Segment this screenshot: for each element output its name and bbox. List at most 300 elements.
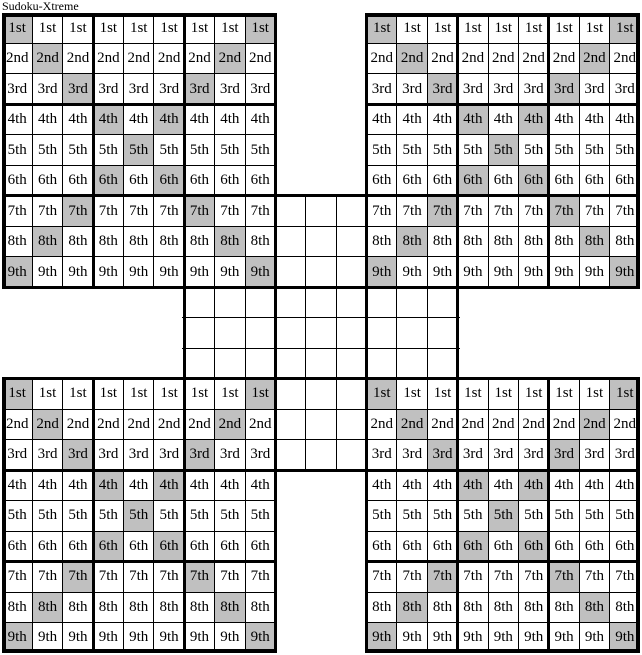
cell-bottom-right-r6c7: 6th: [549, 531, 579, 561]
cell-bottom-left-r5c4: 5th: [93, 501, 123, 531]
cell-top-right-r5c6: 5th: [518, 135, 548, 165]
cell-bottom-right-r2c8: 2nd: [579, 409, 609, 439]
cell-bottom-right-r7c9: 7th: [610, 562, 640, 592]
cell-top-left-r3c7: 3rd: [184, 74, 214, 104]
cell-top-right-r1c7: 1st: [549, 13, 579, 43]
grid-line-h-17-0: [2, 531, 277, 532]
puzzle-board: [2, 13, 640, 653]
cell-top-right-r6c6: 6th: [518, 165, 548, 195]
cell-bottom-right-r8c8: 8th: [579, 592, 609, 622]
grid-line-h-19-1: [365, 592, 640, 593]
cell-top-right-r4c2: 4th: [397, 104, 427, 134]
cell-bottom-left-r4c5: 4th: [124, 470, 154, 500]
cell-bottom-left-r6c8: 6th: [215, 531, 245, 561]
cell-top-right-r7c7: 7th: [549, 196, 579, 226]
cell-bottom-right-r8c4: 8th: [458, 592, 488, 622]
grid-line-h-5-0: [2, 165, 277, 166]
cell-top-middle-r3c1: [275, 257, 305, 287]
cell-top-left-r4c1: 4th: [2, 104, 32, 134]
cell-top-left-r1c9: 1st: [245, 13, 275, 43]
cell-middle-right-r2c2: [397, 318, 427, 348]
cell-bottom-right-r1c2: 1st: [397, 379, 427, 409]
grid-line-v-1-0: [32, 13, 33, 289]
grid-line-v-10-0: [305, 194, 306, 472]
cell-bottom-left-r2c7: 2nd: [184, 409, 214, 439]
cell-bottom-right-r9c3: 9th: [427, 623, 457, 653]
grid-line-h-13-0: [2, 409, 640, 410]
cell-top-right-r5c5: 5th: [488, 135, 518, 165]
cell-top-right-r7c5: 7th: [488, 196, 518, 226]
cell-bottom-left-r2c6: 2nd: [154, 409, 184, 439]
cell-top-right-r2c9: 2nd: [610, 43, 640, 73]
cell-top-right-r6c1: 6th: [367, 165, 397, 195]
cell-bottom-left-r5c6: 5th: [154, 501, 184, 531]
cell-bottom-middle-r2c1: [275, 409, 305, 439]
cell-bottom-left-r9c2: 9th: [32, 623, 62, 653]
grid-line-v-3-0: [92, 13, 95, 289]
grid-line-v-3-1: [92, 377, 95, 653]
cell-bottom-left-r3c9: 3rd: [245, 440, 275, 470]
grid-line-h-16-0: [2, 500, 277, 501]
grid-line-h-17-1: [365, 531, 640, 532]
grid-line-v-8-0: [245, 13, 246, 653]
cell-bottom-left-r3c7: 3rd: [184, 440, 214, 470]
cell-bottom-middle-r3c3: [336, 440, 366, 470]
grid-line-h-18-1: [365, 560, 640, 563]
cell-top-left-r2c3: 2nd: [63, 43, 93, 73]
cell-bottom-right-r8c2: 8th: [397, 592, 427, 622]
cell-middle-right-r3c3: [427, 348, 457, 378]
cell-bottom-left-r4c8: 4th: [215, 470, 245, 500]
cell-bottom-left-r4c3: 4th: [63, 470, 93, 500]
cell-bottom-left-r2c2: 2nd: [32, 409, 62, 439]
cell-top-left-r9c3: 9th: [63, 257, 93, 287]
cell-bottom-right-r1c9: 1st: [610, 379, 640, 409]
cell-top-left-r2c7: 2nd: [184, 43, 214, 73]
cell-bottom-left-r6c1: 6th: [2, 531, 32, 561]
grid-line-v-16-1: [488, 377, 489, 653]
grid-line-h-1-0: [2, 43, 277, 44]
cell-top-right-r3c4: 3rd: [458, 74, 488, 104]
cell-bottom-right-r5c8: 5th: [579, 501, 609, 531]
cell-bottom-left-r8c6: 8th: [154, 592, 184, 622]
cell-top-right-r3c5: 3rd: [488, 74, 518, 104]
grid-line-h-6-0: [2, 194, 640, 197]
cell-top-left-r2c4: 2nd: [93, 43, 123, 73]
cell-top-right-r5c8: 5th: [579, 135, 609, 165]
grid-line-v-7-0: [214, 13, 215, 653]
cell-bottom-right-r2c5: 2nd: [488, 409, 518, 439]
cell-center-r3c2: [306, 348, 336, 378]
cell-top-right-r1c4: 1st: [458, 13, 488, 43]
cell-bottom-left-r6c5: 6th: [124, 531, 154, 561]
cell-bottom-right-r1c3: 1st: [427, 379, 457, 409]
cell-bottom-left-r2c9: 2nd: [245, 409, 275, 439]
grid-line-h-19-0: [2, 592, 277, 593]
cell-bottom-left-r9c9: 9th: [245, 623, 275, 653]
cell-bottom-left-r5c9: 5th: [245, 501, 275, 531]
cell-top-left-r8c8: 8th: [215, 226, 245, 256]
cell-bottom-right-r7c5: 7th: [488, 562, 518, 592]
cell-bottom-left-r1c2: 1st: [32, 379, 62, 409]
cell-top-left-r7c3: 7th: [63, 196, 93, 226]
cell-top-left-r7c4: 7th: [93, 196, 123, 226]
cell-top-left-r5c2: 5th: [32, 135, 62, 165]
cell-top-left-r4c4: 4th: [93, 104, 123, 134]
cell-top-right-r7c3: 7th: [427, 196, 457, 226]
cell-bottom-left-r5c5: 5th: [124, 501, 154, 531]
cell-top-right-r1c9: 1st: [610, 13, 640, 43]
cell-bottom-left-r5c1: 5th: [2, 501, 32, 531]
cell-top-middle-r3c2: [306, 257, 336, 287]
cell-top-middle-r1c3: [336, 196, 366, 226]
grid-line-h-3-1: [365, 103, 640, 106]
cell-top-right-r3c2: 3rd: [397, 74, 427, 104]
cell-bottom-left-r3c4: 3rd: [93, 440, 123, 470]
cell-top-right-r1c8: 1st: [579, 13, 609, 43]
grid-line-h-20-0: [2, 622, 277, 623]
cell-top-left-r3c1: 3rd: [2, 74, 32, 104]
cell-bottom-left-r5c3: 5th: [63, 501, 93, 531]
grid-line-v-12-0: [365, 13, 368, 653]
cell-bottom-left-r7c7: 7th: [184, 562, 214, 592]
cell-bottom-right-r6c1: 6th: [367, 531, 397, 561]
cell-top-left-r3c3: 3rd: [63, 74, 93, 104]
cell-top-right-r3c6: 3rd: [518, 74, 548, 104]
cell-top-left-r5c4: 5th: [93, 135, 123, 165]
cell-top-right-r2c8: 2nd: [579, 43, 609, 73]
grid-line-v-5-0: [153, 13, 154, 289]
cell-middle-right-r2c3: [427, 318, 457, 348]
cell-top-left-r8c5: 8th: [124, 226, 154, 256]
cell-top-left-r7c1: 7th: [2, 196, 32, 226]
cell-middle-right-r3c2: [397, 348, 427, 378]
cell-top-middle-r1c1: [275, 196, 305, 226]
cell-top-left-r4c9: 4th: [245, 104, 275, 134]
cell-bottom-right-r3c3: 3rd: [427, 440, 457, 470]
cell-top-left-r5c8: 5th: [215, 135, 245, 165]
grid-line-v-9-0: [274, 13, 277, 653]
cell-bottom-left-r6c9: 6th: [245, 531, 275, 561]
cell-top-right-r5c1: 5th: [367, 135, 397, 165]
cell-top-left-r9c5: 9th: [124, 257, 154, 287]
grid-line-h-21-1: [365, 649, 640, 653]
grid-line-v-2-0: [62, 13, 63, 289]
cell-top-left-r7c6: 7th: [154, 196, 184, 226]
cell-bottom-right-r4c6: 4th: [518, 470, 548, 500]
cell-bottom-right-r4c7: 4th: [549, 470, 579, 500]
cell-top-left-r7c2: 7th: [32, 196, 62, 226]
cell-bottom-left-r6c7: 6th: [184, 531, 214, 561]
cell-top-left-r9c2: 9th: [32, 257, 62, 287]
grid-line-h-14-0: [2, 439, 640, 440]
cell-center-r2c1: [275, 318, 305, 348]
cell-center-r2c3: [336, 318, 366, 348]
cell-top-right-r2c4: 2nd: [458, 43, 488, 73]
grid-line-v-21-1: [636, 377, 640, 653]
cell-top-right-r8c5: 8th: [488, 226, 518, 256]
cell-top-right-r5c9: 5th: [610, 135, 640, 165]
cell-top-right-r7c4: 7th: [458, 196, 488, 226]
grid-line-h-2-0: [2, 73, 277, 74]
cell-bottom-right-r4c5: 4th: [488, 470, 518, 500]
cell-bottom-right-r3c1: 3rd: [367, 440, 397, 470]
cell-top-left-r5c9: 5th: [245, 135, 275, 165]
cell-bottom-left-r4c7: 4th: [184, 470, 214, 500]
grid-line-h-4-1: [365, 134, 640, 135]
cell-top-right-r4c5: 4th: [488, 104, 518, 134]
cell-top-right-r2c7: 2nd: [549, 43, 579, 73]
cell-middle-left-r2c1: [184, 318, 214, 348]
grid-line-h-11-0: [182, 348, 459, 349]
cell-bottom-right-r8c6: 8th: [518, 592, 548, 622]
grid-line-v-20-0: [609, 13, 610, 289]
cell-bottom-right-r1c5: 1st: [488, 379, 518, 409]
cell-top-left-r6c6: 6th: [154, 165, 184, 195]
cell-bottom-left-r1c5: 1st: [124, 379, 154, 409]
cell-bottom-right-r6c9: 6th: [610, 531, 640, 561]
cell-bottom-right-r7c6: 7th: [518, 562, 548, 592]
cell-bottom-left-r7c1: 7th: [2, 562, 32, 592]
cell-middle-left-r1c3: [245, 287, 275, 317]
cell-top-right-r6c9: 6th: [610, 165, 640, 195]
cell-top-right-r2c6: 2nd: [518, 43, 548, 73]
cell-center-r3c1: [275, 348, 305, 378]
cell-top-right-r6c5: 6th: [488, 165, 518, 195]
cell-top-right-r5c3: 5th: [427, 135, 457, 165]
cell-bottom-left-r6c4: 6th: [93, 531, 123, 561]
cell-top-right-r4c6: 4th: [518, 104, 548, 134]
cell-bottom-left-r1c4: 1st: [93, 379, 123, 409]
cell-top-left-r6c1: 6th: [2, 165, 32, 195]
cell-top-left-r2c1: 2nd: [2, 43, 32, 73]
cell-top-middle-r2c1: [275, 226, 305, 256]
cell-bottom-right-r3c4: 3rd: [458, 440, 488, 470]
cell-bottom-right-r9c6: 9th: [518, 623, 548, 653]
cell-top-right-r9c2: 9th: [397, 257, 427, 287]
grid-line-h-10-0: [182, 317, 459, 318]
cell-top-right-r8c7: 8th: [549, 226, 579, 256]
cell-top-right-r8c3: 8th: [427, 226, 457, 256]
grid-line-h-15-0: [2, 469, 640, 472]
cell-bottom-left-r9c5: 9th: [124, 623, 154, 653]
cell-top-right-r4c1: 4th: [367, 104, 397, 134]
cell-bottom-right-r5c2: 5th: [397, 501, 427, 531]
grid-line-h-0-0: [2, 13, 277, 17]
cell-bottom-right-r3c8: 3rd: [579, 440, 609, 470]
cell-bottom-middle-r1c1: [275, 379, 305, 409]
cell-bottom-left-r1c6: 1st: [154, 379, 184, 409]
cell-top-left-r3c5: 3rd: [124, 74, 154, 104]
cell-top-right-r9c7: 9th: [549, 257, 579, 287]
cell-bottom-left-r2c3: 2nd: [63, 409, 93, 439]
cell-top-left-r5c7: 5th: [184, 135, 214, 165]
cell-top-right-r3c7: 3rd: [549, 74, 579, 104]
cell-bottom-right-r2c6: 2nd: [518, 409, 548, 439]
grid-line-h-2-1: [365, 73, 640, 74]
cell-top-left-r6c2: 6th: [32, 165, 62, 195]
cell-bottom-right-r8c7: 8th: [549, 592, 579, 622]
cell-middle-left-r2c2: [215, 318, 245, 348]
cell-bottom-right-r9c4: 9th: [458, 623, 488, 653]
cell-top-right-r2c1: 2nd: [367, 43, 397, 73]
grid-line-h-1-1: [365, 43, 640, 44]
cell-top-left-r4c3: 4th: [63, 104, 93, 134]
cell-top-left-r3c6: 3rd: [154, 74, 184, 104]
cell-bottom-right-r7c7: 7th: [549, 562, 579, 592]
cell-top-right-r7c8: 7th: [579, 196, 609, 226]
cell-bottom-left-r8c7: 8th: [184, 592, 214, 622]
cell-bottom-right-r7c3: 7th: [427, 562, 457, 592]
cell-top-right-r3c3: 3rd: [427, 74, 457, 104]
cell-top-left-r5c1: 5th: [2, 135, 32, 165]
cell-bottom-left-r3c8: 3rd: [215, 440, 245, 470]
grid-line-v-0-0: [2, 13, 6, 289]
cell-bottom-right-r9c1: 9th: [367, 623, 397, 653]
grid-line-h-12-0: [2, 377, 640, 380]
cell-bottom-right-r7c1: 7th: [367, 562, 397, 592]
cell-top-left-r8c6: 8th: [154, 226, 184, 256]
grid-line-v-5-1: [153, 377, 154, 653]
cell-bottom-right-r8c5: 8th: [488, 592, 518, 622]
cell-top-left-r7c8: 7th: [215, 196, 245, 226]
cell-top-left-r5c3: 5th: [63, 135, 93, 165]
cell-bottom-left-r8c9: 8th: [245, 592, 275, 622]
grid-line-v-4-1: [123, 377, 124, 653]
cell-top-left-r8c4: 8th: [93, 226, 123, 256]
cell-bottom-right-r4c8: 4th: [579, 470, 609, 500]
cell-bottom-left-r8c2: 8th: [32, 592, 62, 622]
grid-line-h-21-0: [2, 649, 277, 653]
cell-top-left-r3c8: 3rd: [215, 74, 245, 104]
cell-center-r2c2: [306, 318, 336, 348]
cell-top-left-r6c7: 6th: [184, 165, 214, 195]
cell-bottom-right-r5c1: 5th: [367, 501, 397, 531]
cell-top-right-r1c2: 1st: [397, 13, 427, 43]
cell-top-left-r9c9: 9th: [245, 257, 275, 287]
grid-line-v-17-1: [518, 377, 519, 653]
cell-bottom-right-r4c2: 4th: [397, 470, 427, 500]
cell-top-right-r6c2: 6th: [397, 165, 427, 195]
cell-bottom-right-r4c3: 4th: [427, 470, 457, 500]
cell-top-left-r2c6: 2nd: [154, 43, 184, 73]
cell-top-left-r9c1: 9th: [2, 257, 32, 287]
cell-top-left-r6c3: 6th: [63, 165, 93, 195]
cell-bottom-right-r3c6: 3rd: [518, 440, 548, 470]
cell-top-right-r7c9: 7th: [610, 196, 640, 226]
cell-top-right-r8c2: 8th: [397, 226, 427, 256]
cell-middle-left-r2c3: [245, 318, 275, 348]
cell-top-left-r2c8: 2nd: [215, 43, 245, 73]
cell-bottom-right-r5c5: 5th: [488, 501, 518, 531]
cell-top-right-r8c4: 8th: [458, 226, 488, 256]
cell-bottom-right-r2c9: 2nd: [610, 409, 640, 439]
cell-bottom-left-r6c3: 6th: [63, 531, 93, 561]
cell-middle-right-r2c1: [367, 318, 397, 348]
cell-top-left-r8c9: 8th: [245, 226, 275, 256]
cell-bottom-left-r8c8: 8th: [215, 592, 245, 622]
cell-top-left-r1c4: 1st: [93, 13, 123, 43]
cell-top-left-r8c1: 8th: [2, 226, 32, 256]
grid-line-v-14-0: [427, 13, 428, 653]
cell-top-left-r4c7: 4th: [184, 104, 214, 134]
cell-top-left-r2c5: 2nd: [124, 43, 154, 73]
cell-top-left-r6c9: 6th: [245, 165, 275, 195]
grid-line-v-13-0: [396, 13, 397, 653]
cell-top-right-r1c1: 1st: [367, 13, 397, 43]
cell-top-middle-r2c3: [336, 226, 366, 256]
cell-bottom-right-r8c9: 8th: [610, 592, 640, 622]
cell-bottom-left-r2c1: 2nd: [2, 409, 32, 439]
cell-top-left-r8c2: 8th: [32, 226, 62, 256]
grid-line-h-3-0: [2, 103, 277, 106]
cell-bottom-left-r8c4: 8th: [93, 592, 123, 622]
cell-top-right-r9c5: 9th: [488, 257, 518, 287]
cell-bottom-right-r2c1: 2nd: [367, 409, 397, 439]
cell-bottom-left-r5c7: 5th: [184, 501, 214, 531]
cell-top-right-r6c8: 6th: [579, 165, 609, 195]
cell-top-left-r9c8: 9th: [215, 257, 245, 287]
cell-bottom-right-r5c9: 5th: [610, 501, 640, 531]
cell-bottom-left-r3c1: 3rd: [2, 440, 32, 470]
cell-bottom-right-r2c3: 2nd: [427, 409, 457, 439]
cell-top-left-r1c2: 1st: [32, 13, 62, 43]
cell-top-right-r9c3: 9th: [427, 257, 457, 287]
grid-line-v-11-0: [336, 194, 337, 472]
cell-bottom-right-r6c4: 6th: [458, 531, 488, 561]
grid-line-v-6-0: [183, 13, 186, 653]
grid-line-h-16-1: [365, 500, 640, 501]
cell-bottom-right-r3c2: 3rd: [397, 440, 427, 470]
grid-line-v-15-0: [456, 13, 459, 653]
cell-center-r1c1: [275, 287, 305, 317]
cell-top-right-r3c8: 3rd: [579, 74, 609, 104]
cell-bottom-right-r4c9: 4th: [610, 470, 640, 500]
cell-bottom-middle-r2c2: [306, 409, 336, 439]
cell-top-left-r6c4: 6th: [93, 165, 123, 195]
cell-middle-left-r3c2: [215, 348, 245, 378]
cell-top-left-r2c2: 2nd: [32, 43, 62, 73]
cell-bottom-left-r4c2: 4th: [32, 470, 62, 500]
cell-bottom-left-r6c6: 6th: [154, 531, 184, 561]
cell-top-middle-r2c2: [306, 226, 336, 256]
cell-bottom-right-r1c7: 1st: [549, 379, 579, 409]
cell-top-left-r7c5: 7th: [124, 196, 154, 226]
cell-top-right-r9c9: 9th: [610, 257, 640, 287]
cell-top-right-r8c9: 8th: [610, 226, 640, 256]
cell-bottom-left-r8c5: 8th: [124, 592, 154, 622]
cell-top-right-r2c3: 2nd: [427, 43, 457, 73]
cell-bottom-left-r9c3: 9th: [63, 623, 93, 653]
cell-top-left-r9c4: 9th: [93, 257, 123, 287]
cell-bottom-right-r7c2: 7th: [397, 562, 427, 592]
cell-bottom-right-r9c7: 9th: [549, 623, 579, 653]
cell-bottom-right-r3c9: 3rd: [610, 440, 640, 470]
cell-top-right-r8c8: 8th: [579, 226, 609, 256]
cell-bottom-left-r7c8: 7th: [215, 562, 245, 592]
cell-bottom-right-r6c3: 6th: [427, 531, 457, 561]
cell-top-right-r5c4: 5th: [458, 135, 488, 165]
cell-bottom-left-r4c6: 4th: [154, 470, 184, 500]
cell-bottom-left-r7c6: 7th: [154, 562, 184, 592]
page-title: Sudoku-Xtreme: [2, 0, 79, 13]
cell-top-right-r6c4: 6th: [458, 165, 488, 195]
cell-bottom-right-r5c4: 5th: [458, 501, 488, 531]
cell-bottom-right-r6c6: 6th: [518, 531, 548, 561]
grid-line-v-20-1: [609, 377, 610, 653]
cell-middle-left-r1c1: [184, 287, 214, 317]
cell-top-right-r8c6: 8th: [518, 226, 548, 256]
